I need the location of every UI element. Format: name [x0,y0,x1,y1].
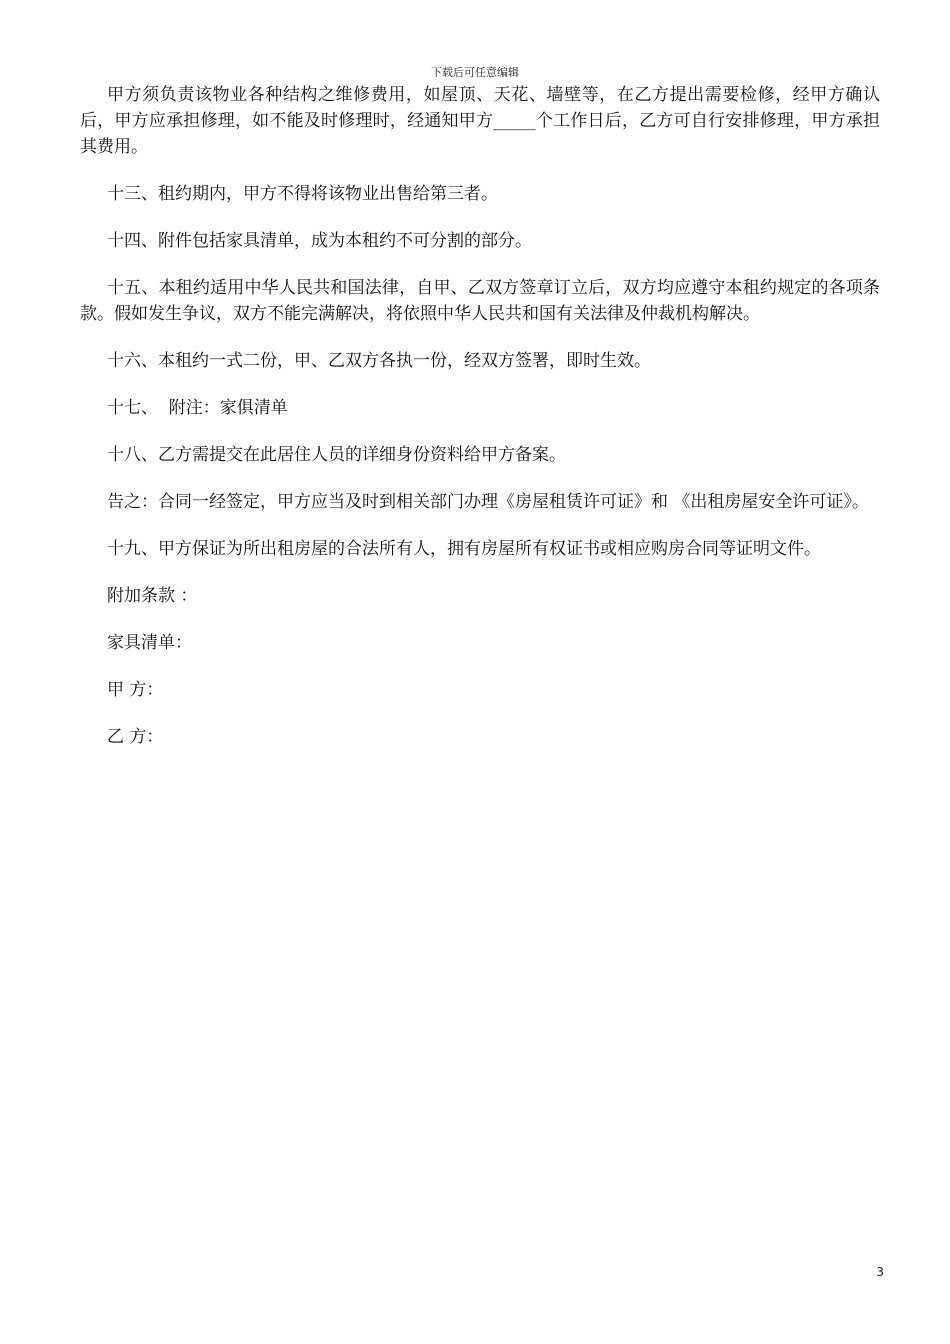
document-body [80,82,880,750]
header-note: 下载后可任意编辑 [431,66,519,79]
paragraph-notice: 告之：合同一经签定，甲方应当及时到相关部门办理《房屋租赁许可证》和 《出租房屋安全许可证》。 [107,492,869,512]
page-number: 3 [876,1265,884,1279]
paragraph-additional-terms: 附加条款 ： [107,586,198,606]
paragraph-clause-17: 十七、 附注：家俱清单 [107,398,288,418]
paragraph-clause-19: 十九、甲方保证为所出租房屋的合法所有人，拥有房屋所有权证书或相应购房合同等证明文件。 [107,539,821,559]
paragraph-clause-16: 十六、本租约一式二份，甲、乙双方各执一份，经双方签署，即时生效。 [107,351,651,371]
paragraph-clause-15: 十五、本租约适用中华人民共和国法律，自甲、乙双方签章订立后，双方均应遵守本租约规定的各项条款。假如发生争议，双方不能完满解决，将依照中华人民共和国有关法律及仲裁机构解决。 [80,278,880,324]
party-a-signature-line: 甲 方： [107,680,164,700]
paragraph-clause-14: 十四、附件包括家具清单，成为本租约不可分割的部分。 [107,231,532,251]
paragraph-furniture-list: 家具清单： [107,633,192,653]
paragraph-clause-18: 十八、乙方需提交在此居住人员的详细身份资料给甲方备案。 [107,445,566,465]
paragraph-repair-clause: 甲方须负责该物业各种结构之维修费用，如屋顶、天花、墙壁等，在乙方提出需要检修，经甲方确认后，甲方应承担修理，如不能及时修理时，经通知甲方_____个工作日后，乙方可自行安排修理，甲方承担其费用。 [80,85,880,157]
paragraph-clause-13: 十三、租约期内，甲方不得将该物业出售给第三者。 [107,184,498,204]
party-b-signature-line: 乙 方： [107,727,164,747]
